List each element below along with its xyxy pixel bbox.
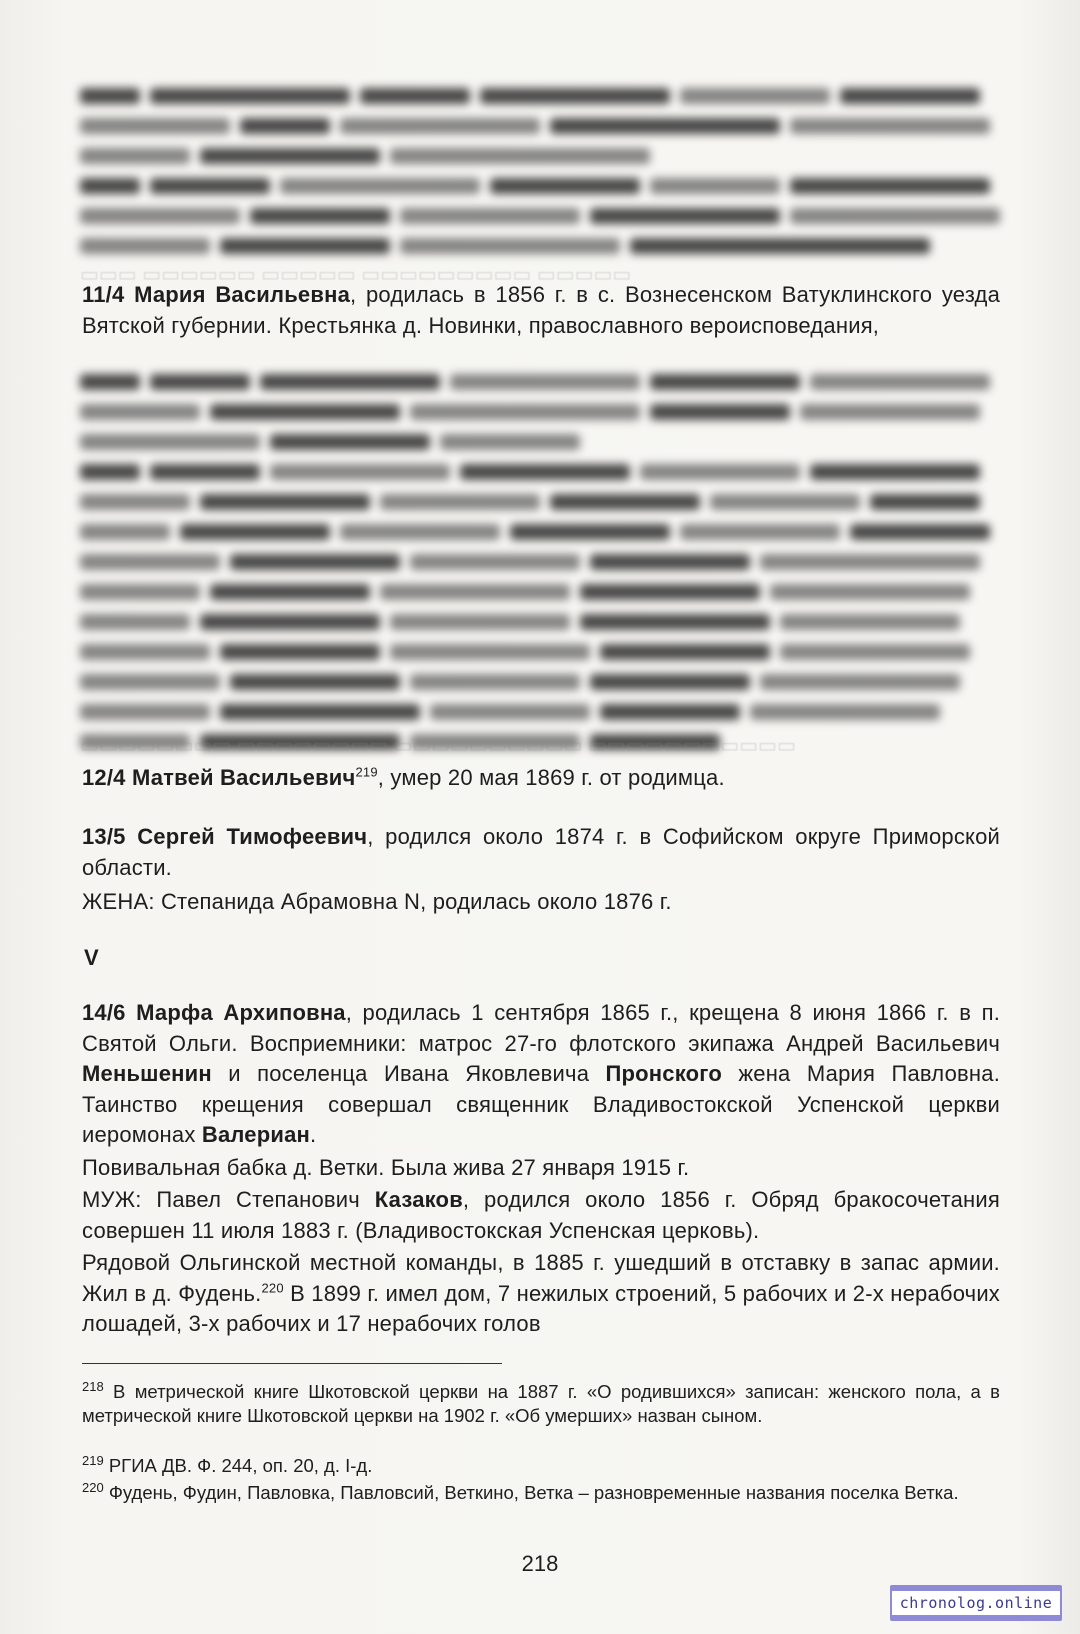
entry-text: , умер 20 мая 1869 г. от родимца.: [377, 765, 725, 790]
blurred-paragraph-top: [80, 80, 1000, 260]
footnote-number: 219: [82, 1452, 104, 1468]
entry-text: жена Мария Павловна. Таинство крещения совершал священник Владивостокской Успенской церкви иеромонах: [82, 1061, 1001, 1147]
husband-surname: Казаков: [374, 1187, 463, 1212]
footnote-number: 218: [82, 1378, 104, 1394]
page-number: 218: [521, 1551, 559, 1576]
godparent-surname: Пронского: [605, 1061, 722, 1086]
entry-id: 13/5: [82, 824, 126, 849]
entry-id: 14/6: [82, 1000, 126, 1025]
bleed-through-text: ▭▭▭ ▭▭▭▭▭▭ ▭▭▭▭▭ ▭▭▭▭▭▭▭▭▭ ▭▭▭▭▭: [80, 264, 632, 286]
service-text: Рядовой Ольгинской местной команды, в 1885 г. ушедший в отставку в запас армии. Жил в д. Фудень.: [82, 1250, 1000, 1306]
footnote-218: [82, 1380, 1000, 1428]
generation-mark: V: [84, 945, 99, 970]
service-line: [82, 1248, 1000, 1340]
blurred-paragraph-middle: [80, 366, 1000, 756]
spouse-line: ЖЕНА: Степанида Абрамовна N, родилась около 1876 г.: [82, 889, 672, 914]
footnote-text: В метрической книге Шкотовской церкви на 1887 г. «О родившихся» записан: женского пола, а в метрической книге Шкотовской церкви на 1902 г. «Об умерших» назван сыном.: [82, 1381, 1000, 1426]
entry-text: и поселенца Ивана Яковлевича: [211, 1061, 606, 1086]
husband-line: [82, 1185, 1000, 1246]
footnote-number: 220: [82, 1479, 104, 1495]
entry-14-6: [82, 998, 1000, 1340]
entry-id: 11/4: [82, 282, 125, 307]
entry-text: , родилась в 1856 г. в с. Вознесенском Ватуклинского уезда Вятской губернии. Крестьянка д. Новинки, православного вероисповедания,: [82, 282, 1001, 338]
husband-text: , родился около 1856 г. Обряд бракосочетания совершен 11 июля 1883 г. (Владивостокская Успенская церковь).: [82, 1187, 1000, 1243]
entry-text: , родился около 1874 г. в Софийском округе Приморской области.: [82, 824, 1001, 880]
footnote-220: [82, 1481, 1000, 1505]
footnote-ref: 219: [355, 764, 378, 780]
entry-13-5: [82, 822, 1000, 918]
footnote-ref: 220: [261, 1280, 284, 1296]
entry-text: .: [310, 1122, 317, 1147]
midwife-line: Повивальная бабка д. Ветки. Была жива 27 января 1915 г.: [82, 1154, 690, 1180]
entry-11-4: [82, 280, 1000, 341]
entry-name: Мария Васильевна: [134, 282, 351, 307]
entry-name: Сергей Тимофеевич: [137, 824, 368, 849]
footnote-text: РГИА ДВ. Ф. 244, оп. 20, д. I-д.: [103, 1455, 373, 1476]
footnote-divider: [82, 1363, 502, 1364]
entry-body: [82, 998, 1000, 1151]
bleed-through-text: ▭▭▭▭▭▭▭▭ ▭▭▭▭▭▭▭▭ ▭▭▭▭▭▭▭▭▭▭ ▭▭▭▭▭▭▭▭▭▭▭: [80, 735, 796, 757]
godparent-surname: Меньшенин: [82, 1061, 212, 1086]
husband-label: МУЖ: Павел Степанович: [82, 1187, 375, 1212]
entry-id: 12/4: [82, 765, 126, 790]
priest-name: Валериан: [201, 1122, 310, 1147]
footnote-219: [82, 1454, 1000, 1478]
watermark-text: chronolog.online: [892, 1591, 1061, 1615]
site-watermark: [890, 1585, 1062, 1621]
entry-text: , родилась 1 сентября 1865 г., крещена 8 июня 1866 г. в п. Святой Ольги. Восприемники: матрос 27-го флотского экипажа Андрей Васильевич: [82, 1000, 1001, 1056]
entry-name: Матвей Васильевич: [131, 765, 356, 790]
footnote-text: Фудень, Фудин, Павловка, Павловсий, Веткино, Ветка – разновременные названия поселка Ветка.: [103, 1482, 959, 1503]
service-text: В 1899 г. имел дом, 7 нежилых строений, 5 рабочих и 2-х нерабочих лошадей, 3-х рабочих и 17 нерабочих голов: [82, 1280, 1001, 1336]
entry-name: Марфа Архиповна: [136, 1000, 346, 1025]
entry-12-4: [82, 763, 1000, 794]
